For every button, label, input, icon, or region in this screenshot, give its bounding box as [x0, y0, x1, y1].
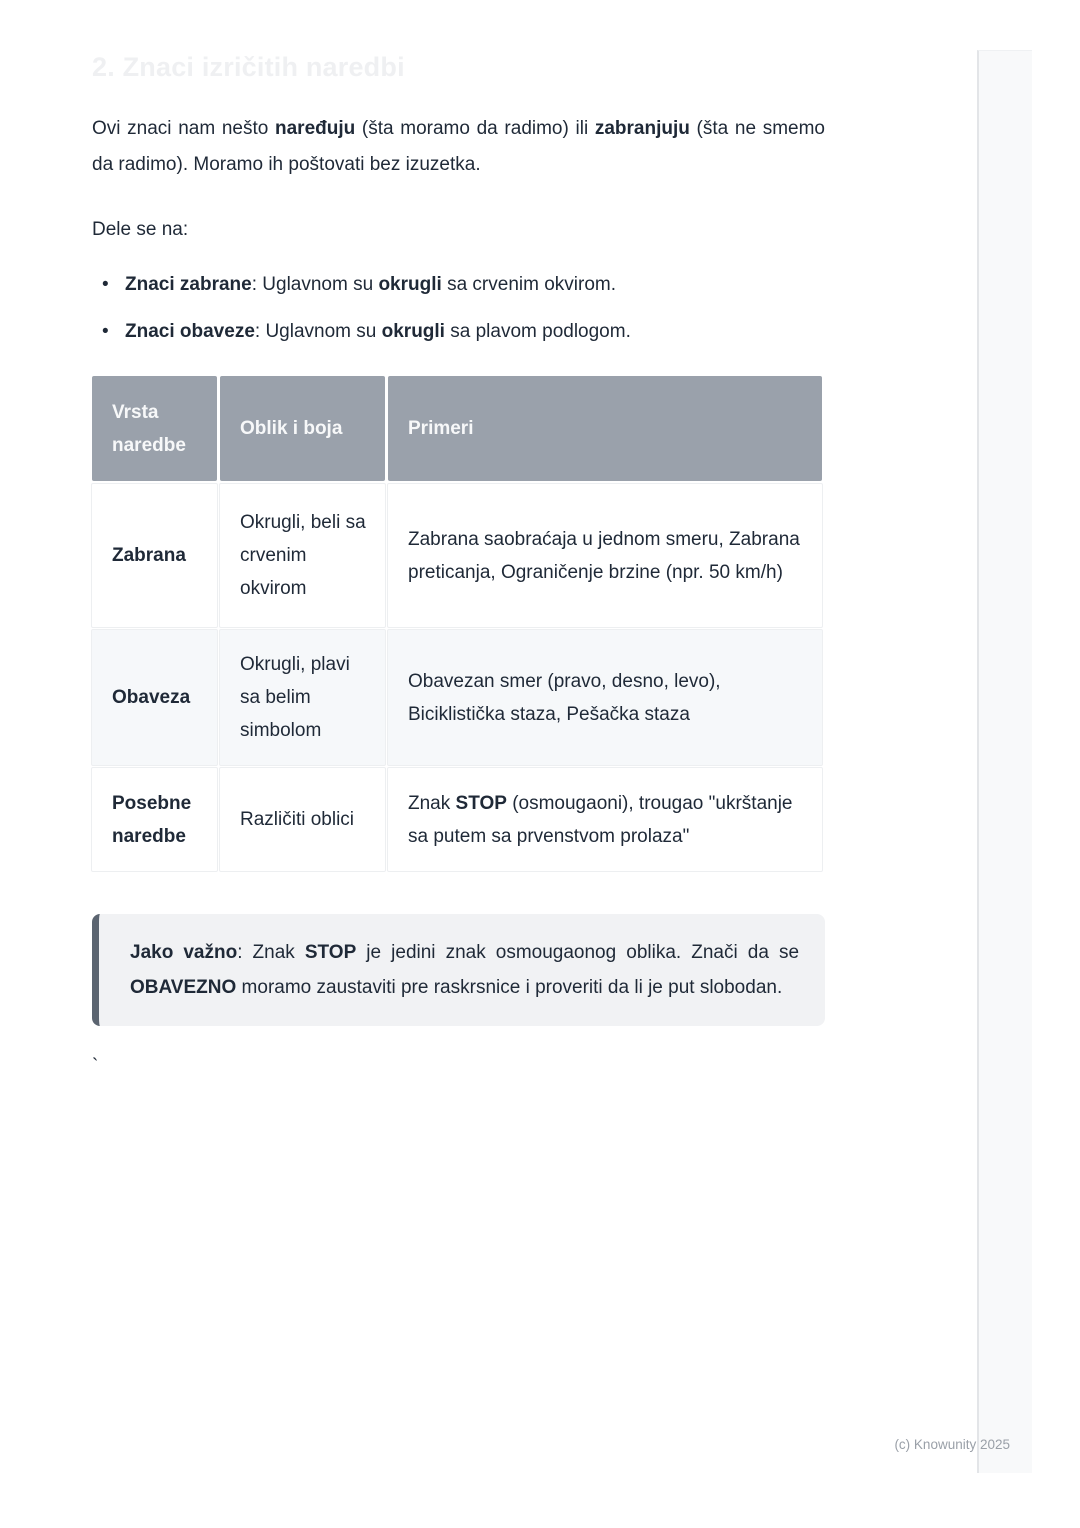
cell-shape: Okrugli, beli sa crvenim okvirom: [220, 484, 385, 627]
cell-shape: Okrugli, plavi sa belim simbolom: [220, 630, 385, 765]
cell-shape: Različiti oblici: [220, 768, 385, 871]
important-note-callout: [92, 914, 825, 1026]
bullet-icon: •: [102, 274, 109, 295]
cell-examples: Obavezan smer (pravo, desno, levo), Biciklistička staza, Pešačka staza: [388, 630, 822, 765]
stray-backtick: `: [92, 1056, 99, 1077]
cell-type: Zabrana: [92, 484, 217, 627]
sign-types-list: [92, 268, 825, 348]
page-edge-strip: [977, 50, 1032, 1473]
cell-examples: Znak STOP (osmougaoni), trougao "ukrštanje sa putem sa prvenstvom prolaza": [388, 768, 822, 871]
table-row: [92, 630, 822, 765]
bullet-icon: •: [102, 321, 109, 342]
table-row: [92, 768, 822, 871]
list-item-text: Znaci zabrane: Uglavnom su okrugli sa crvenim okvirom.: [125, 274, 616, 295]
callout-text: Jako važno: Znak STOP je jedini znak osmougaonog oblika. Znači da se OBAVEZNO moramo zaustaviti pre raskrsnice i proveriti da li je put slobodan.: [130, 942, 800, 998]
intro-paragraph: Ovi znaci nam nešto naređuju (šta moramo da radimo) ili zabranjuju (šta ne smemo da radimo). Moramo ih poštovati bez izuzetka.: [92, 118, 825, 175]
column-header-oblik-i-boja: Oblik i boja: [220, 376, 385, 481]
table-header-row: [92, 376, 822, 481]
list-item-zabrane: [92, 268, 825, 301]
column-header-primeri: Primeri: [388, 376, 822, 481]
page-title: 2. Znaci izričitih naredbi: [92, 52, 405, 82]
commands-table: [89, 373, 825, 874]
list-item-text: Znaci obaveze: Uglavnom su okrugli sa plavom podlogom.: [125, 321, 631, 342]
footer-credit: (c) Knowunity 2025: [894, 1437, 1010, 1452]
table-row: [92, 484, 822, 627]
section-subtitle: Dele se na:: [92, 219, 189, 240]
cell-type: Obaveza: [92, 630, 217, 765]
column-header-vrsta-naredbe: Vrsta naredbe: [92, 376, 217, 481]
cell-type: Posebne naredbe: [92, 768, 217, 871]
cell-examples: Zabrana saobraćaja u jednom smeru, Zabrana preticanja, Ograničenje brzine (npr. 50 km/h): [388, 484, 822, 627]
document-page: [92, 0, 825, 1078]
list-item-obaveze: [92, 315, 825, 348]
